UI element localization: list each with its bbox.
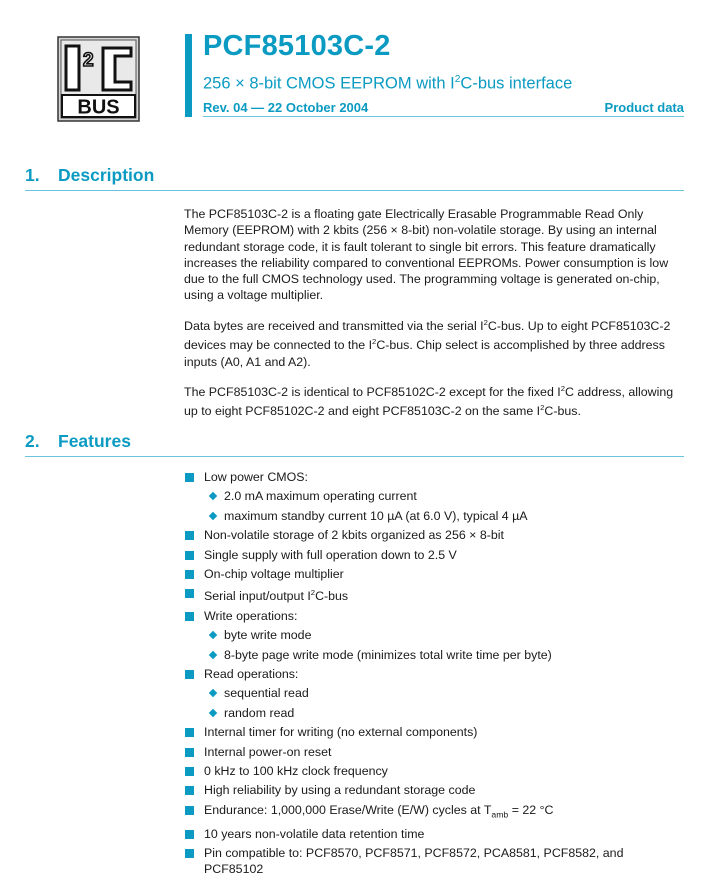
svg-text:2: 2 xyxy=(83,50,94,71)
feature-item: On-chip voltage multiplier xyxy=(184,566,684,582)
header-accent-bar xyxy=(185,34,192,117)
description-paragraph: Data bytes are received and transmitted via the serial $I^2C$-bus. Up to eight PCF85103C-2 devices may be connected to the $I^2C$-bus. Chip select is accomplished by three address inputs (A0, A1 and A2). xyxy=(184,317,671,369)
logo-bus-text: BUS xyxy=(77,96,120,119)
features-list xyxy=(184,469,684,881)
i2c-bus-logo xyxy=(57,36,140,122)
feature-item: Internal power-on reset xyxy=(184,744,684,760)
feature-subitem: byte write mode xyxy=(204,627,684,643)
description-body xyxy=(184,206,686,431)
feature-item: Write operations: byte write mode 8-byte page write mode (minimizes total write time per byte) xyxy=(184,608,684,663)
feature-subitem: 8-byte page write mode (minimizes total write time per byte) xyxy=(204,647,684,663)
feature-item: High reliability by using a redundant storage code xyxy=(184,782,684,798)
feature-item: Serial input/output $I^2C$-bus xyxy=(184,585,684,604)
feature-subitem: maximum standby current 10 µA (at 6.0 V), typical 4 µA xyxy=(204,508,684,524)
feature-item: 0 kHz to 100 kHz clock frequency xyxy=(184,763,684,779)
feature-item: Low power CMOS: 2.0 mA maximum operating current maximum standby current 10 µA (at 6.0 V), typical 4 µA xyxy=(184,469,684,524)
section-heading-features: 2. Features xyxy=(25,431,684,457)
feature-subitem: sequential read xyxy=(204,685,684,701)
revision-info: Rev. 04 — 22 October 2004 xyxy=(203,100,369,115)
feature-item: Non-volatile storage of 2 kbits organized as 256 × 8-bit xyxy=(184,527,684,543)
section-heading-description: 1. Description xyxy=(25,165,684,191)
document-status: Product data xyxy=(604,100,684,115)
description-paragraph: The PCF85103C-2 is a floating gate Electrically Erasable Programmable Read Only Memory (EEPROM) with 2 kbits (256 × 8-bit) non-volatile storage. By using an internal redundant storage code, it is fault tolerant to single bit errors. This feature dramatically increases the reliability compared to conventional EEPROMs. Power consumption is low due to the full CMOS technology used. The programming voltage is generated on-chip, using a voltage multiplier. xyxy=(184,207,669,303)
feature-item: Read operations: sequential read random read xyxy=(184,666,684,721)
feature-item: Single supply with full operation down to 2.5 V xyxy=(184,547,684,563)
feature-subitem: random read xyxy=(204,705,684,721)
feature-item: Pin compatible to: PCF8570, PCF8571, PCF8572, PCA8581, PCF8582, and PCF85102 xyxy=(184,845,684,878)
feature-item: Internal timer for writing (no external components) xyxy=(184,724,684,740)
document-title: PCF85103C-2 xyxy=(203,30,391,62)
document-subtitle: 256 × 8-bit CMOS EEPROM with $I^2C$-bus interface xyxy=(203,74,573,93)
header-divider xyxy=(203,116,684,117)
description-paragraph: The PCF85103C-2 is identical to PCF85102C-2 except for the fixed $I^2C$ address, allowing up to eight PCF85102C-2 and eight PCF85103C-2 on the same $I^2C$-bus. xyxy=(184,383,674,419)
feature-item: Endurance: 1,000,000 Erase/Write (E/W) cycles at $T_{amb} = 22$ °C xyxy=(184,802,684,823)
feature-item: 10 years non-volatile data retention time xyxy=(184,826,684,842)
feature-subitem: 2.0 mA maximum operating current xyxy=(204,488,684,504)
